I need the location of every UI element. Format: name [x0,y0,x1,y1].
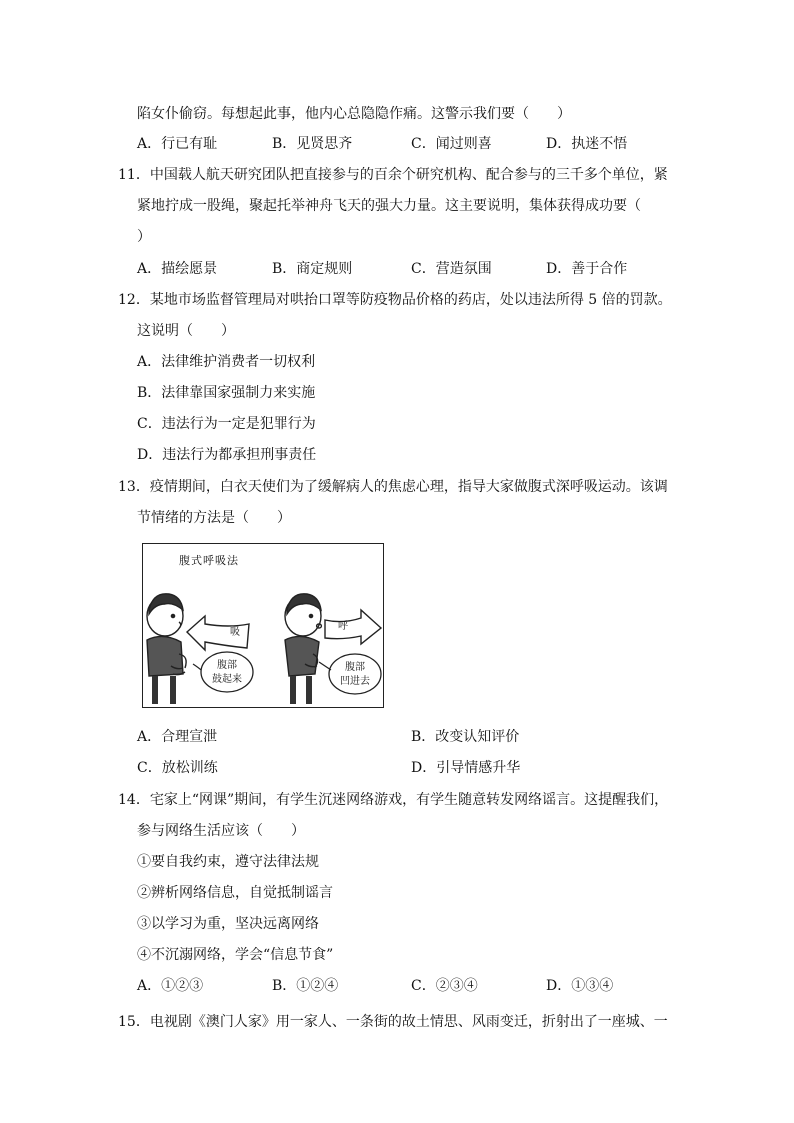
q14-item-1: ①要自我约束，遵守法律法规 [137,854,319,870]
q12-option-a[interactable]: A．法律维护消费者一切权利 [137,354,316,370]
q14-option-a[interactable]: A．①②③ [137,978,204,994]
q12-stem-line1: 12．某地市场监督管理局对哄抬口罩等防疫物品价格的药店，处以违法所得 5 倍的罚款。 [118,292,672,308]
q12-option-d[interactable]: D．违法行为都承担刑事责任 [137,447,317,463]
q13-option-c[interactable]: C．放松训练 [137,760,218,776]
inhale-label: 吸 [230,627,240,638]
q10-option-b[interactable]: B．见贤思齐 [272,136,353,152]
right-bubble-line1: 腹部 [345,662,365,673]
left-person [147,594,186,704]
q11-option-b[interactable]: B．商定规则 [272,261,353,277]
exhale-label: 呼 [338,621,348,632]
q11-stem-line2: 紧地拧成一股绳，聚起托举神舟飞天的强大力量。这主要说明，集体获得成功要（ [137,198,641,214]
q14-option-d[interactable]: D．①③④ [546,978,614,994]
q10-stem: 陷女仆偷窃。每想起此事，他内心总隐隐作痛。这警示我们要（ ） [137,106,571,122]
q13-stem-line1: 13．疫情期间，白衣天使们为了缓解病人的焦虑心理，指导大家做腹式深呼吸运动。该调 [118,479,668,495]
breathing-illustration [142,543,384,708]
q13-option-b[interactable]: B．改变认知评价 [411,729,520,745]
right-bubble [329,654,381,694]
q10-option-c[interactable]: C．闻过则喜 [411,136,492,152]
q13-stem-line2: 节情绪的方法是（ ） [137,510,291,526]
q10-option-a[interactable]: A．行已有耻 [137,136,218,152]
figure-title: 腹式呼吸法 [179,554,239,567]
q12-option-b[interactable]: B．法律靠国家强制力来实施 [137,385,316,401]
right-bubble-line2: 凹进去 [340,676,370,687]
q14-item-2: ②辨析网络信息，自觉抵制谣言 [137,885,333,901]
q11-stem-line3: ） [137,229,151,245]
q14-option-b[interactable]: B．①②④ [272,978,339,994]
left-bubble [201,652,253,692]
q11-stem-line1: 11．中国载人航天研究团队把直接参与的百余个研究机构、配合参与的三千多个单位，紧 [118,167,668,183]
left-bubble-line2: 鼓起来 [212,674,242,685]
q14-item-3: ③以学习为重，坚决远离网络 [137,916,319,932]
right-person [285,594,321,704]
q11-option-d[interactable]: D．善于合作 [546,261,628,277]
q14-option-c[interactable]: C．②③④ [411,978,478,994]
q12-stem-line2: 这说明（ ） [137,323,235,339]
q10-option-d[interactable]: D．执迷不悟 [546,136,628,152]
q13-option-d[interactable]: D．引导情感升华 [411,760,521,776]
q15-stem-line1: 15．电视剧《澳门人家》用一家人、一条街的故土情思、风雨变迁，折射出了一座城、一 [118,1014,668,1030]
q13-option-a[interactable]: A．合理宣泄 [137,729,218,745]
q12-option-c[interactable]: C．违法行为一定是犯罪行为 [137,416,316,432]
left-bubble-line1: 腹部 [217,660,237,671]
q14-item-4: ④不沉溺网络，学会“信息节食” [137,947,334,963]
q14-stem-line1: 14．宅家上“网课”期间，有学生沉迷网络游戏，有学生随意转发网络谣言。这提醒我们， [118,792,669,808]
q14-stem-line2: 参与网络生活应该（ ） [137,823,305,839]
q11-option-a[interactable]: A．描绘愿景 [137,261,218,277]
q11-option-c[interactable]: C．营造氛围 [411,261,492,277]
